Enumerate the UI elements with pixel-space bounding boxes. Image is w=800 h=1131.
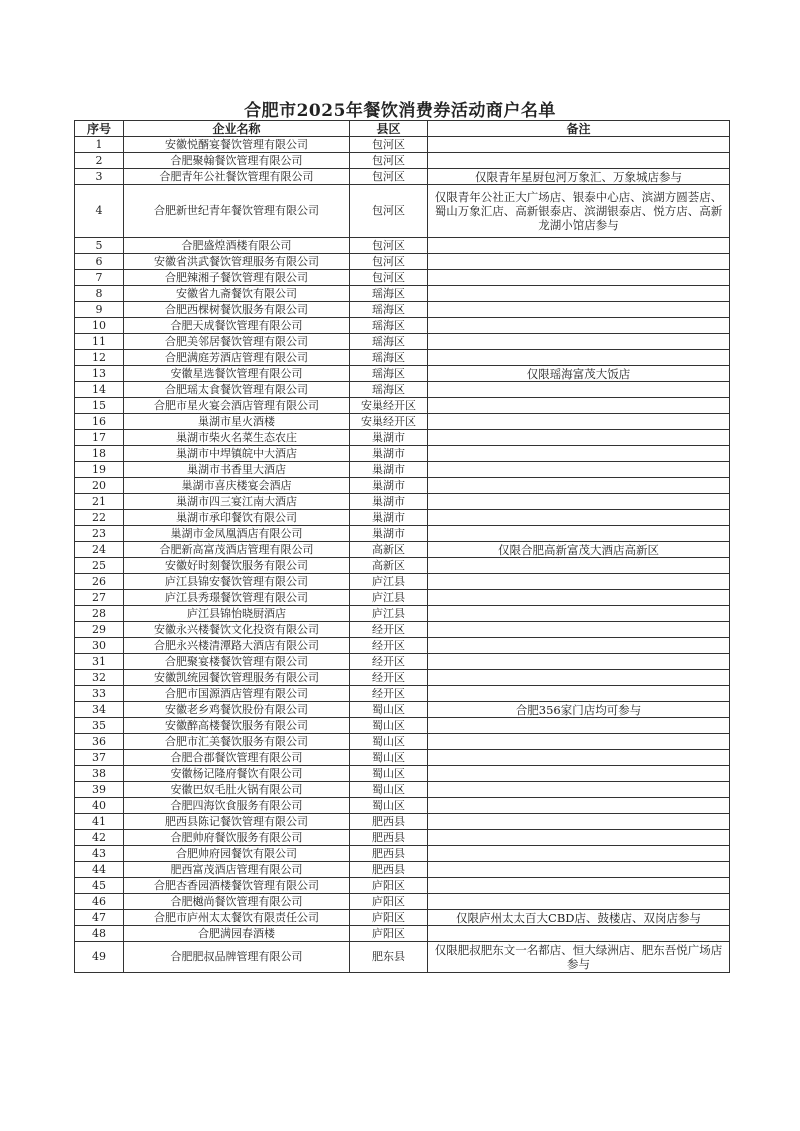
- cell-company-name: 合肥四海饮食服务有限公司: [124, 798, 350, 814]
- cell-company-name: 合肥樾尚餐饮管理有限公司: [124, 894, 350, 910]
- table-row: [75, 926, 730, 942]
- cell-no: 20: [75, 478, 124, 494]
- cell-no: 7: [75, 270, 124, 286]
- cell-company-name: 肥西富茂酒店管理有限公司: [124, 862, 350, 878]
- table-row: [75, 702, 730, 718]
- cell-no: 11: [75, 334, 124, 350]
- cell-company-name: 合肥新高富茂酒店管理有限公司: [124, 542, 350, 558]
- cell-note: [428, 670, 730, 686]
- table-row: [75, 334, 730, 350]
- cell-note: [428, 478, 730, 494]
- cell-district: 蜀山区: [350, 798, 428, 814]
- cell-no: 27: [75, 590, 124, 606]
- table-row: [75, 462, 730, 478]
- cell-no: 15: [75, 398, 124, 414]
- cell-note: 仅限青年星厨包河万象汇、万象城店参与: [428, 169, 730, 185]
- cell-district: 庐江县: [350, 590, 428, 606]
- cell-company-name: 合肥西棵树餐饮服务有限公司: [124, 302, 350, 318]
- cell-district: 蜀山区: [350, 718, 428, 734]
- cell-note: [428, 590, 730, 606]
- cell-company-name: 安徽好时刻餐饮服务有限公司: [124, 558, 350, 574]
- table-row: [75, 270, 730, 286]
- cell-district: 瑶海区: [350, 334, 428, 350]
- cell-district: 蜀山区: [350, 702, 428, 718]
- cell-company-name: 合肥瑶太食餐饮管理有限公司: [124, 382, 350, 398]
- cell-no: 35: [75, 718, 124, 734]
- cell-no: 19: [75, 462, 124, 478]
- cell-no: 29: [75, 622, 124, 638]
- table-row: [75, 153, 730, 169]
- cell-district: 安巢经开区: [350, 414, 428, 430]
- header-company-name: 企业名称: [124, 121, 350, 137]
- table-row: [75, 494, 730, 510]
- cell-no: 40: [75, 798, 124, 814]
- cell-note: [428, 462, 730, 478]
- table-row: [75, 318, 730, 334]
- cell-district: 庐阳区: [350, 894, 428, 910]
- header-district: 县区: [350, 121, 428, 137]
- cell-district: 庐阳区: [350, 926, 428, 942]
- cell-note: 合肥356家门店均可参与: [428, 702, 730, 718]
- cell-no: 45: [75, 878, 124, 894]
- cell-company-name: 安徽省九斋餐饮有限公司: [124, 286, 350, 302]
- cell-company-name: 合肥辣湘子餐饮管理有限公司: [124, 270, 350, 286]
- cell-company-name: 合肥新世纪青年餐饮管理有限公司: [124, 185, 350, 238]
- table-row: [75, 942, 730, 973]
- cell-note: [428, 334, 730, 350]
- table-row: [75, 718, 730, 734]
- cell-district: 肥西县: [350, 846, 428, 862]
- cell-district: 巢湖市: [350, 510, 428, 526]
- cell-note: [428, 414, 730, 430]
- cell-note: [428, 510, 730, 526]
- cell-note: [428, 798, 730, 814]
- cell-district: 包河区: [350, 238, 428, 254]
- cell-company-name: 合肥帅府园餐饮有限公司: [124, 846, 350, 862]
- cell-company-name: 安徽老乡鸡餐饮股份有限公司: [124, 702, 350, 718]
- table-row: [75, 766, 730, 782]
- cell-no: 8: [75, 286, 124, 302]
- table-row: [75, 638, 730, 654]
- cell-district: 庐阳区: [350, 910, 428, 926]
- cell-no: 13: [75, 366, 124, 382]
- cell-district: 肥西县: [350, 830, 428, 846]
- cell-company-name: 安徽凯统园餐饮管理服务有限公司: [124, 670, 350, 686]
- cell-company-name: 合肥市汇美餐饮服务有限公司: [124, 734, 350, 750]
- cell-note: 仅限合肥高新富茂大酒店高新区: [428, 542, 730, 558]
- table-row: [75, 910, 730, 926]
- cell-no: 1: [75, 137, 124, 153]
- cell-no: 47: [75, 910, 124, 926]
- cell-company-name: 巢湖市四三宴江南大酒店: [124, 494, 350, 510]
- cell-no: 39: [75, 782, 124, 798]
- cell-note: [428, 718, 730, 734]
- table-row: [75, 862, 730, 878]
- cell-no: 22: [75, 510, 124, 526]
- cell-note: [428, 270, 730, 286]
- cell-note: [428, 430, 730, 446]
- table-row: [75, 814, 730, 830]
- cell-company-name: 庐江县秀璟餐饮管理有限公司: [124, 590, 350, 606]
- cell-note: [428, 153, 730, 169]
- cell-company-name: 巢湖市喜庆楼宴会酒店: [124, 478, 350, 494]
- cell-company-name: 合肥杏香园酒楼餐饮管理有限公司: [124, 878, 350, 894]
- cell-note: [428, 686, 730, 702]
- table-row: [75, 478, 730, 494]
- cell-company-name: 巢湖市柴火名菜生态农庄: [124, 430, 350, 446]
- table-row: [75, 654, 730, 670]
- cell-no: 9: [75, 302, 124, 318]
- cell-note: [428, 446, 730, 462]
- cell-company-name: 安徽醉高楼餐饮服务有限公司: [124, 718, 350, 734]
- cell-company-name: 庐江县锦怡晓厨酒店: [124, 606, 350, 622]
- cell-district: 庐江县: [350, 574, 428, 590]
- cell-district: 巢湖市: [350, 494, 428, 510]
- cell-no: 3: [75, 169, 124, 185]
- table-row: [75, 846, 730, 862]
- table-row: [75, 430, 730, 446]
- cell-district: 巢湖市: [350, 430, 428, 446]
- cell-no: 16: [75, 414, 124, 430]
- cell-no: 28: [75, 606, 124, 622]
- cell-no: 46: [75, 894, 124, 910]
- table-row: [75, 254, 730, 270]
- cell-district: 肥东县: [350, 942, 428, 973]
- cell-note: [428, 494, 730, 510]
- cell-district: 经开区: [350, 654, 428, 670]
- cell-note: [428, 638, 730, 654]
- cell-note: [428, 606, 730, 622]
- cell-no: 5: [75, 238, 124, 254]
- cell-district: 高新区: [350, 558, 428, 574]
- cell-note: [428, 137, 730, 153]
- table-row: [75, 286, 730, 302]
- cell-company-name: 合肥满庭芳酒店管理有限公司: [124, 350, 350, 366]
- cell-district: 肥西县: [350, 862, 428, 878]
- cell-company-name: 安徽省洪武餐饮管理服务有限公司: [124, 254, 350, 270]
- cell-company-name: 合肥美邻居餐饮管理有限公司: [124, 334, 350, 350]
- cell-district: 包河区: [350, 254, 428, 270]
- cell-note: 仅限瑶海富茂大饭店: [428, 366, 730, 382]
- table-row: [75, 398, 730, 414]
- table-row: [75, 185, 730, 238]
- cell-district: 瑶海区: [350, 382, 428, 398]
- cell-note: [428, 926, 730, 942]
- cell-no: 49: [75, 942, 124, 973]
- cell-no: 10: [75, 318, 124, 334]
- cell-note: [428, 734, 730, 750]
- cell-no: 36: [75, 734, 124, 750]
- cell-company-name: 合肥聚宴楼餐饮管理有限公司: [124, 654, 350, 670]
- merchant-table: [74, 120, 730, 973]
- cell-note: [428, 286, 730, 302]
- cell-company-name: 合肥盛煌酒楼有限公司: [124, 238, 350, 254]
- cell-district: 经开区: [350, 670, 428, 686]
- cell-company-name: 合肥满园春酒楼: [124, 926, 350, 942]
- cell-district: 包河区: [350, 153, 428, 169]
- cell-company-name: 合肥青年公社餐饮管理有限公司: [124, 169, 350, 185]
- cell-no: 2: [75, 153, 124, 169]
- cell-district: 包河区: [350, 270, 428, 286]
- cell-company-name: 巢湖市承印餐饮有限公司: [124, 510, 350, 526]
- cell-company-name: 合肥永兴楼清潭路大酒店有限公司: [124, 638, 350, 654]
- cell-company-name: 巢湖市星火酒楼: [124, 414, 350, 430]
- table-row: [75, 169, 730, 185]
- cell-district: 瑶海区: [350, 366, 428, 382]
- table-row: [75, 446, 730, 462]
- cell-company-name: 合肥市星火宴会酒店管理有限公司: [124, 398, 350, 414]
- table-row: [75, 894, 730, 910]
- table-row: [75, 686, 730, 702]
- cell-district: 巢湖市: [350, 478, 428, 494]
- merchant-table-container: [74, 120, 729, 973]
- cell-district: 巢湖市: [350, 462, 428, 478]
- cell-note: [428, 318, 730, 334]
- cell-no: 31: [75, 654, 124, 670]
- table-header-row: [75, 121, 730, 137]
- cell-company-name: 安徽巴奴毛肚火锅有限公司: [124, 782, 350, 798]
- table-row: [75, 350, 730, 366]
- table-row: [75, 590, 730, 606]
- cell-no: 48: [75, 926, 124, 942]
- cell-district: 瑶海区: [350, 350, 428, 366]
- cell-no: 25: [75, 558, 124, 574]
- cell-no: 12: [75, 350, 124, 366]
- cell-no: 26: [75, 574, 124, 590]
- cell-district: 肥西县: [350, 814, 428, 830]
- cell-district: 蜀山区: [350, 750, 428, 766]
- table-row: [75, 878, 730, 894]
- table-row: [75, 670, 730, 686]
- table-row: [75, 830, 730, 846]
- cell-note: [428, 254, 730, 270]
- cell-note: [428, 894, 730, 910]
- cell-note: [428, 830, 730, 846]
- cell-note: [428, 862, 730, 878]
- cell-no: 21: [75, 494, 124, 510]
- cell-note: [428, 846, 730, 862]
- cell-note: [428, 878, 730, 894]
- cell-company-name: 巢湖市金凤凰酒店有限公司: [124, 526, 350, 542]
- cell-no: 33: [75, 686, 124, 702]
- cell-district: 高新区: [350, 542, 428, 558]
- cell-no: 23: [75, 526, 124, 542]
- cell-no: 18: [75, 446, 124, 462]
- table-row: [75, 526, 730, 542]
- table-row: [75, 622, 730, 638]
- table-row: [75, 734, 730, 750]
- cell-company-name: 巢湖市书香里大酒店: [124, 462, 350, 478]
- cell-note: [428, 238, 730, 254]
- cell-district: 包河区: [350, 185, 428, 238]
- table-row: [75, 510, 730, 526]
- cell-company-name: 合肥肥叔品牌管理有限公司: [124, 942, 350, 973]
- cell-note: 仅限肥叔肥东文一名都店、恒大绿洲店、肥东吾悦广场店参与: [428, 942, 730, 973]
- cell-no: 6: [75, 254, 124, 270]
- cell-no: 38: [75, 766, 124, 782]
- cell-company-name: 安徽星选餐饮管理有限公司: [124, 366, 350, 382]
- cell-note: [428, 654, 730, 670]
- table-row: [75, 798, 730, 814]
- cell-no: 30: [75, 638, 124, 654]
- cell-company-name: 合肥市国源酒店管理有限公司: [124, 686, 350, 702]
- cell-district: 蜀山区: [350, 782, 428, 798]
- cell-note: [428, 302, 730, 318]
- cell-district: 经开区: [350, 638, 428, 654]
- header-note: 备注: [428, 121, 730, 137]
- cell-no: 43: [75, 846, 124, 862]
- cell-note: [428, 574, 730, 590]
- cell-no: 4: [75, 185, 124, 238]
- table-row: [75, 238, 730, 254]
- table-row: [75, 750, 730, 766]
- cell-company-name: 安徽永兴楼餐饮文化投资有限公司: [124, 622, 350, 638]
- cell-district: 安巢经开区: [350, 398, 428, 414]
- cell-note: [428, 766, 730, 782]
- cell-no: 32: [75, 670, 124, 686]
- cell-no: 37: [75, 750, 124, 766]
- table-row: [75, 382, 730, 398]
- cell-note: [428, 382, 730, 398]
- cell-company-name: 肥西县陈记餐饮管理有限公司: [124, 814, 350, 830]
- table-row: [75, 366, 730, 382]
- cell-company-name: 巢湖市中垾镇皖中大酒店: [124, 446, 350, 462]
- table-row: [75, 558, 730, 574]
- cell-note: [428, 558, 730, 574]
- table-row: [75, 782, 730, 798]
- cell-note: [428, 622, 730, 638]
- cell-note: [428, 398, 730, 414]
- cell-no: 44: [75, 862, 124, 878]
- table-row: [75, 302, 730, 318]
- cell-district: 庐江县: [350, 606, 428, 622]
- cell-no: 34: [75, 702, 124, 718]
- cell-company-name: 合肥市庐州太太餐饮有限责任公司: [124, 910, 350, 926]
- cell-company-name: 合肥合郡餐饮管理有限公司: [124, 750, 350, 766]
- cell-district: 庐阳区: [350, 878, 428, 894]
- cell-note: [428, 526, 730, 542]
- cell-company-name: 合肥天成餐饮管理有限公司: [124, 318, 350, 334]
- cell-no: 41: [75, 814, 124, 830]
- cell-district: 瑶海区: [350, 302, 428, 318]
- cell-district: 经开区: [350, 686, 428, 702]
- table-row: [75, 574, 730, 590]
- cell-note: [428, 782, 730, 798]
- cell-district: 经开区: [350, 622, 428, 638]
- cell-district: 巢湖市: [350, 446, 428, 462]
- cell-note: [428, 814, 730, 830]
- cell-company-name: 安徽悦醑宴餐饮管理有限公司: [124, 137, 350, 153]
- cell-district: 巢湖市: [350, 526, 428, 542]
- cell-company-name: 合肥帅府餐饮服务有限公司: [124, 830, 350, 846]
- cell-district: 蜀山区: [350, 734, 428, 750]
- cell-note: [428, 750, 730, 766]
- cell-company-name: 庐江县锦安餐饮管理有限公司: [124, 574, 350, 590]
- cell-no: 17: [75, 430, 124, 446]
- cell-note: [428, 350, 730, 366]
- table-row: [75, 606, 730, 622]
- table-row: [75, 137, 730, 153]
- table-row: [75, 414, 730, 430]
- table-row: [75, 542, 730, 558]
- cell-district: 瑶海区: [350, 286, 428, 302]
- cell-note: 仅限庐州太太百大CBD店、鼓楼店、双岗店参与: [428, 910, 730, 926]
- cell-no: 14: [75, 382, 124, 398]
- cell-district: 瑶海区: [350, 318, 428, 334]
- header-no: 序号: [75, 121, 124, 137]
- cell-district: 蜀山区: [350, 766, 428, 782]
- cell-company-name: 合肥聚翰餐饮管理有限公司: [124, 153, 350, 169]
- cell-no: 42: [75, 830, 124, 846]
- cell-district: 包河区: [350, 137, 428, 153]
- cell-district: 包河区: [350, 169, 428, 185]
- table-body: [75, 137, 730, 973]
- document-title: 合肥市2025年餐饮消费券活动商户名单: [244, 101, 556, 121]
- cell-company-name: 安徽杨记隆府餐饮有限公司: [124, 766, 350, 782]
- cell-no: 24: [75, 542, 124, 558]
- cell-note: 仅限青年公社正大广场店、银泰中心店、滨湖方圆荟店、蜀山万象汇店、高新银泰店、滨湖银泰店、悦方店、高新龙湖小馆店参与: [428, 185, 730, 238]
